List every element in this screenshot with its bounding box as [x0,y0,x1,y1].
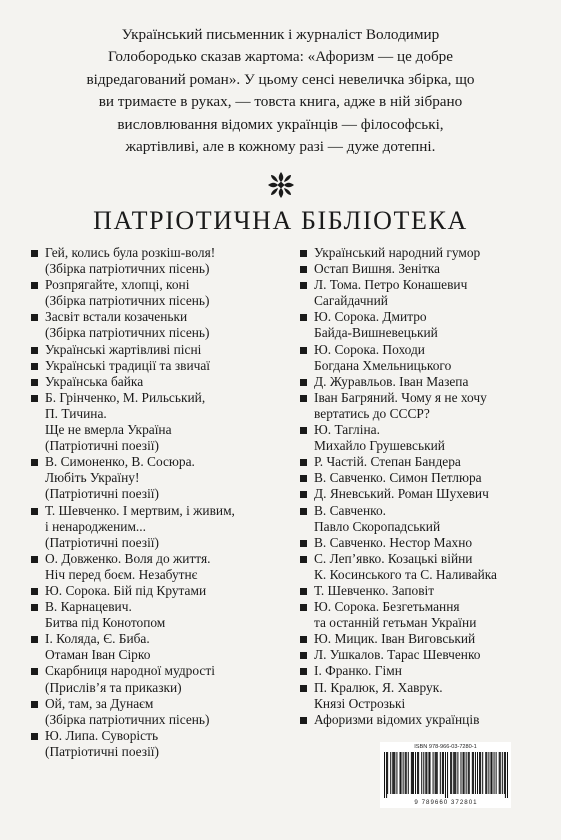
description-line: ви тримаєте в руках, — товста книга, адже в ній зібрано [98,93,463,111]
barcode-bar [463,752,464,794]
book-title-line: С. Леп’явко. Козацькі війни [314,550,473,566]
barcode-bar [499,752,500,794]
barcode-bar [384,752,385,798]
book-title-line: Ю. Липа. Суворість [45,727,159,743]
book-title-line: П. Кралюк, Я. Хаврук. [314,679,443,695]
book-title-line: Ю. Сорока. Дмитро [314,309,427,325]
book-title-line: Скарбниця народної мудрості [45,663,215,679]
barcode-bar [433,752,434,794]
book-list-item [300,599,532,631]
book-list-item [300,245,532,261]
barcode-bar [507,752,508,798]
book-list-item [300,631,532,647]
book-list-item [300,712,532,728]
barcode-bar [504,752,505,794]
book-title-line: Українська байка [45,373,144,389]
book-title-line: П. Тичина. [45,405,107,421]
barcode-bar [435,752,436,794]
book-title-line: та останній гетьман України [314,615,477,631]
book-title-line: Ю. Сорока. Безгетьмання [314,599,460,615]
book-list-item [300,647,532,663]
book-list-item [31,696,293,728]
barcode-bar [447,752,448,798]
book-title-line: К. Косинського та С. Наливайка [314,566,497,582]
book-title-line: і ненародженим... [45,518,146,534]
book-title-line: Сагайдачний [314,293,388,309]
barcode-bar [437,752,438,794]
barcode-bar [496,752,497,794]
barcode-bar [442,752,443,794]
description-line: Голобородько сказав жартома: «Афоризм — це добре [107,48,454,66]
book-title-line: Ю. Тагліна. [314,422,380,438]
barcode-bar [443,752,444,794]
book-list-item [31,390,293,454]
book-list-item [31,663,293,695]
book-title-line: Б. Грінченко, М. Рильський, [45,389,206,405]
book-title-line: Засвіт встали козаченьки [45,309,188,325]
barcode-bar [454,752,455,794]
book-title-line: (Збірка патріотичних пісень) [45,261,210,277]
barcode-bar [502,752,503,794]
barcode-bar [482,752,483,794]
barcode-bar [408,752,409,794]
book-title-line: Богдана Хмельницького [314,357,452,373]
barcode-bar [486,752,487,794]
barcode-bar [403,752,404,794]
description-line: жартівливі, але в кожному разі — дуже дотепні. [125,138,436,156]
book-title-line: В. Савченко. [314,502,387,518]
barcode-bar [411,752,412,794]
barcode-bar [417,752,418,794]
book-title-line: Отаман Іван Сірко [45,647,151,663]
barcode-bar [405,752,406,794]
book-title-line: І. Франко. Гімн [314,663,402,679]
book-title-line: (Патріотичні поезії) [45,743,159,759]
book-list-item [31,583,293,599]
barcode-bar [390,752,391,794]
book-list-item [300,277,532,309]
description-line: відредагований роман». У цьому сенсі невеличка збірка, що [86,70,475,88]
barcode-bar [429,752,430,794]
barcode-bar [475,752,476,794]
description-line: висловлювання відомих українців — філософські, [117,115,444,133]
book-title-line: Т. Шевченко. І мертвим, і живим, [45,502,235,518]
book-title-line: Д. Яневський. Роман Шухевич [314,486,489,502]
book-title-line: Ю. Сорока. Бій під Крутами [45,582,207,598]
barcode-bar [445,752,446,798]
book-list-item [31,374,293,390]
book-list-item [300,535,532,551]
book-title-line: В. Савченко. Симон Петлюра [314,470,482,486]
book-title-line: Розпрягайте, хлопці, коні [45,277,190,293]
book-list-item [300,551,532,583]
book-title-line: вертатись до СССР? [314,405,430,421]
book-title-line: Остап Вишня. Зенітка [314,261,440,277]
book-title-line: В. Савченко. Нестор Махно [314,534,473,550]
barcode-bar [426,752,427,794]
barcode-bar [394,752,395,794]
book-title-line: Р. Частій. Степан Бандера [314,454,461,470]
book-title-line: (Патріотичні поезії) [45,486,159,502]
book-title-line: (Патріотичні поезії) [45,438,159,454]
barcode-bar [396,752,397,794]
book-title-line: В. Симоненко, В. Сосюра. [45,454,195,470]
book-title-line: Ой, там, за Дунаєм [45,695,154,711]
barcode-bar [479,752,480,794]
book-title-line: Д. Журавльов. Іван Мазепа [314,373,469,389]
book-title-line: Іван Багряний. Чому я не хочу [314,389,487,405]
barcode-bar [490,752,491,794]
book-title-line: Ніч перед боєм. Незабутнє [45,566,198,582]
book-title-line: (Збірка патріотичних пісень) [45,325,210,341]
barcode-bar [477,752,478,794]
book-title-line: Т. Шевченко. Заповіт [314,582,435,598]
barcode-bar [406,752,407,794]
book-list-item [31,631,293,663]
book-title-line: Битва під Конотопом [45,615,166,631]
book-title-line: Байда-Вишневецький [314,325,438,341]
book-list-item [300,261,532,277]
description-line: Український письменник і журналіст Володимир [121,26,440,43]
isbn-text: ISBN 978-966-03-7280-1 [414,744,477,750]
book-title-line: Ще не вмерла Україна [45,422,172,438]
barcode-bar [423,752,424,794]
book-list-item [31,551,293,583]
book-title-line: (Збірка патріотичних пісень) [45,711,210,727]
book-list-item [300,503,532,535]
book-list-item [31,454,293,502]
barcode-bar [480,752,481,794]
barcode-bar [451,752,452,794]
barcode-bar [393,752,394,794]
barcode-bar [392,752,393,794]
barcode-bar [464,752,465,794]
book-title-line: Павло Скоропадський [314,518,441,534]
barcode-bar [469,752,470,794]
book-list-item [300,342,532,374]
book-list-item [300,583,532,599]
barcode-bar [418,752,419,794]
book-list-item [31,358,293,374]
barcode-bar [473,752,474,794]
book-list-item [31,309,293,341]
book-list-item [300,486,532,502]
barcode-bar [468,752,469,794]
barcode-bar [412,752,413,794]
book-title-line: Князі Острозькі [314,695,406,711]
book-list-item [300,309,532,341]
book-list-right [300,245,532,728]
book-list-item [31,503,293,551]
barcode-bar [436,752,437,794]
book-title-line: Михайло Грушевський [314,438,445,454]
barcode-bar [466,752,467,794]
book-list-item [300,663,532,679]
barcode-bar [428,752,429,794]
book-list-item [31,245,293,277]
book-list-item [300,470,532,486]
book-list-item [31,342,293,358]
barcode-bar [455,752,456,794]
book-list-item [300,390,532,422]
book-list-item [300,454,532,470]
book-title-line: Л. Тома. Петро Конашевич [314,277,468,293]
barcode-bar [485,752,486,794]
barcode-bar [440,752,441,794]
series-title: ПАТРІОТИЧНА БІБЛІОТЕКА [93,206,468,235]
book-list-item [300,680,532,712]
cover-description [40,24,521,158]
book-title-line: (Патріотичні поезії) [45,534,159,550]
barcode-bar [415,752,416,794]
barcode-bar [386,752,387,798]
book-title-line: Ю. Мицик. Іван Виговський [314,631,476,647]
barcode-bar [505,752,506,798]
barcode-bar [425,752,426,794]
barcode-bar [387,752,388,794]
barcode-bar [472,752,473,794]
barcode-bar [491,752,492,794]
book-title-line: І. Коляда, Є. Биба. [45,631,150,647]
barcode-bar [453,752,454,794]
book-list-left [31,245,293,760]
barcode-digits: 9 789660 372801 [414,799,478,806]
book-title-line: Л. Ушкалов. Тарас Шевченко [314,647,481,663]
barcode-bar [401,752,402,794]
book-list-item [31,277,293,309]
folk-flower-ornament-icon [267,170,295,200]
book-list-item [300,374,532,390]
book-title-line: Любіть Україну! [45,470,140,486]
barcode-bar [500,752,501,794]
barcode-bar [421,752,422,794]
barcode-bar [400,752,401,794]
book-title-line: (Прислів’я та приказки) [45,679,182,695]
book-list-item [31,728,293,760]
book-title-line: В. Карнацевич. [45,599,132,615]
barcode-bar [460,752,461,794]
barcode-bars [384,752,508,798]
barcode-bar [457,752,458,794]
book-title-line: Гей, колись була розкіш-воля! [45,245,216,260]
book-title-line: Ю. Сорока. Походи [314,341,425,357]
book-title-line: Афоризми відомих українців [314,711,480,727]
book-title-line: (Збірка патріотичних пісень) [45,293,210,309]
book-list-item [300,422,532,454]
barcode-bar [413,752,414,794]
barcode-bar [488,752,489,794]
barcode-bar [494,752,495,794]
book-title-line: О. Довженко. Воля до життя. [45,550,211,566]
book-title-line: Українські традиції та звичаї [45,357,211,373]
book-title-line: Український народний гумор [314,245,481,260]
book-title-line: Українські жартівливі пісні [45,341,202,357]
barcode-bar [450,752,451,794]
book-list-item [31,599,293,631]
